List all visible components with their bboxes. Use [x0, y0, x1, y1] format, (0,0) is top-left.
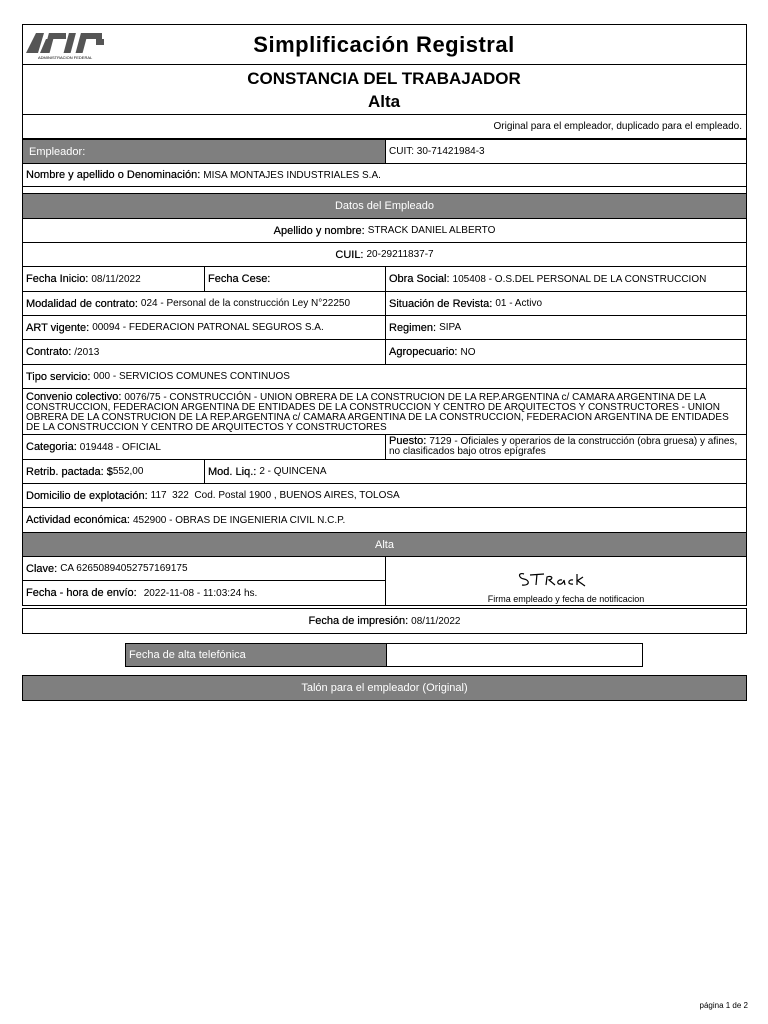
fecha-envio-label: Fecha - hora de envío: [26, 587, 137, 599]
convenio: 0076/75 - CONSTRUCCIÓN - UNION OBRERA DE LA CONSTRUCION DE LA REP.ARGENTINA c/ CAMARA ARGENTINA DE LA CONSTRUCCION, FEDERACION ARGENTINA DE ENTIDADES DE LA CONSTRUCCION Y CENTRO DE ARQUITECTOS Y CONSTRUCTORES - UNION OBRERA DE LA CONSTRUCION DE LA REP.ARGENTINA c/ CAMARA ARGENTINA DE LA CONSTRUCCION, FEDERACION ARGENTINA DE ENTIDADES DE LA CONSTRUCCION Y CENTRO DE ARQUITECTOS Y CONSTRUCTORES [26, 392, 729, 433]
page-number: página 1 de 2 [699, 1001, 748, 1010]
firma-caption: Firma empleado y fecha de notificacion [487, 594, 645, 604]
clave-label: Clave: [26, 562, 58, 575]
categoria-label: Categoria: [26, 441, 77, 453]
dates-row [22, 267, 747, 292]
alta-telefonica-label: Fecha de alta telefónica [129, 649, 246, 661]
employee-cuil-row [22, 243, 747, 267]
convenio-label: Convenio colectivo: [26, 391, 122, 403]
contrato-label: Contrato: [26, 346, 72, 358]
categoria-row [22, 435, 747, 460]
employer-name-label: Nombre y apellido o Denominación: [26, 169, 201, 181]
tipo-servicio-row [22, 365, 747, 389]
fecha-inicio-label: Fecha Inicio: [26, 273, 89, 285]
employee-signature [516, 566, 616, 592]
clave: CA 62650894052757169175 [60, 563, 188, 574]
cuil-value: 20-29211837-7 [366, 249, 434, 260]
modliq: 2 - QUINCENA [259, 466, 327, 477]
puesto: 7129 - Oficiales y operarios de la construcción (obra gruesa) y afines, no clasificados bajo otros epígrafes [389, 436, 738, 457]
convenio-row [22, 389, 747, 435]
regimen: SIPA [439, 322, 462, 333]
employer-row [22, 139, 747, 164]
tipo-servicio-label: Tipo servicio: [26, 370, 91, 383]
document-subtitle: CONSTANCIA DEL TRABAJADOR [247, 69, 521, 88]
art: 00094 - FEDERACION PATRONAL SEGUROS S.A. [92, 322, 324, 333]
fecha-inicio: 08/11/2022 [91, 273, 141, 285]
retrib-row [22, 460, 747, 484]
alta-telefonica-box [125, 643, 643, 667]
actividad-label: Actividad económica: [26, 514, 130, 526]
contrato: /2013 [74, 346, 100, 358]
employer-label: Empleador: [29, 145, 86, 158]
agropecuario-label: Agropecuario: [389, 346, 458, 358]
document-subtitle-alta: Alta [367, 92, 401, 111]
actividad: 452900 - OBRAS DE INGENIERIA CIVIL N.C.P. [132, 514, 346, 526]
obra-social-label: Obra Social: [389, 273, 450, 285]
domicilio: 117 322 Cod. Postal 1900 , BUENOS AIRES, TOLOSA [150, 490, 400, 501]
modalidad-label: Modalidad de contrato: [26, 297, 138, 310]
domicilio-row [22, 484, 747, 508]
retrib-label: Retrib. pactada: $ [26, 465, 113, 478]
impresion-box [22, 608, 747, 634]
situacion-label: Situación de Revista: [389, 297, 493, 310]
employee-name: STRACK DANIEL ALBERTO [367, 225, 496, 236]
section-employee-title: Datos del Empleado [334, 200, 435, 212]
employer-label-cell [23, 140, 385, 163]
contrato-row [22, 340, 747, 365]
actividad-row [22, 508, 747, 533]
retrib: 552,00 [112, 466, 144, 477]
fecha-cese-label: Fecha Cese: [208, 273, 271, 285]
impresion-label: Fecha de impresión: [308, 615, 409, 627]
talon-label: Talón para el empleador (Original) [301, 682, 468, 694]
employee-name-row [22, 219, 747, 243]
cuil-label: CUIL: [335, 248, 364, 261]
alta-row [22, 557, 747, 606]
puesto-label: Puesto: [389, 435, 427, 447]
agropecuario: NO [460, 346, 476, 358]
modliq-label: Mod. Liq.: [208, 465, 257, 478]
section-employee-header [22, 194, 747, 219]
page-title: Simplificación Registral [253, 32, 515, 57]
section-alta-header [22, 533, 747, 557]
impresion-value: 08/11/2022 [411, 615, 461, 627]
copy-note: Original para el empleador, duplicado para el empleado. [493, 121, 742, 132]
section-alta-title: Alta [375, 538, 394, 551]
art-row [22, 316, 747, 340]
alta-telefonica-value [386, 644, 642, 666]
note-row [22, 115, 747, 139]
art-label: ART vigente: [26, 321, 90, 334]
domicilio-label: Domicilio de explotación: [26, 489, 148, 502]
employer-name-row [22, 164, 747, 187]
modalidad-row [22, 292, 747, 316]
fecha-envio: 2022-11-08 - 11:03:24 hs. [143, 587, 258, 599]
header-divider [22, 64, 747, 65]
svg-text:ADMINISTRACION FEDERAL: ADMINISTRACION FEDERAL [38, 55, 93, 60]
modalidad: 024 - Personal de la construcción Ley N°22250 [140, 298, 351, 309]
employee-name-label: Apellido y nombre: [273, 224, 365, 237]
obra-social: 105408 - O.S.DEL PERSONAL DE LA CONSTRUCCION [452, 273, 707, 285]
employer-name: MISA MONTAJES INDUSTRIALES S.A. [203, 169, 381, 181]
employer-cuit: CUIT: 30-71421984-3 [389, 146, 485, 157]
spacer-row [22, 187, 747, 194]
talon-box [22, 675, 747, 701]
tipo-servicio: 000 - SERVICIOS COMUNES CONTINUOS [93, 371, 290, 382]
signature-cell [385, 557, 746, 605]
situacion: 01 - Activo [495, 298, 543, 309]
employer-cuit-cell [385, 140, 746, 163]
regimen-label: Regimen: [389, 321, 437, 334]
categoria: 019448 - OFICIAL [79, 441, 161, 453]
